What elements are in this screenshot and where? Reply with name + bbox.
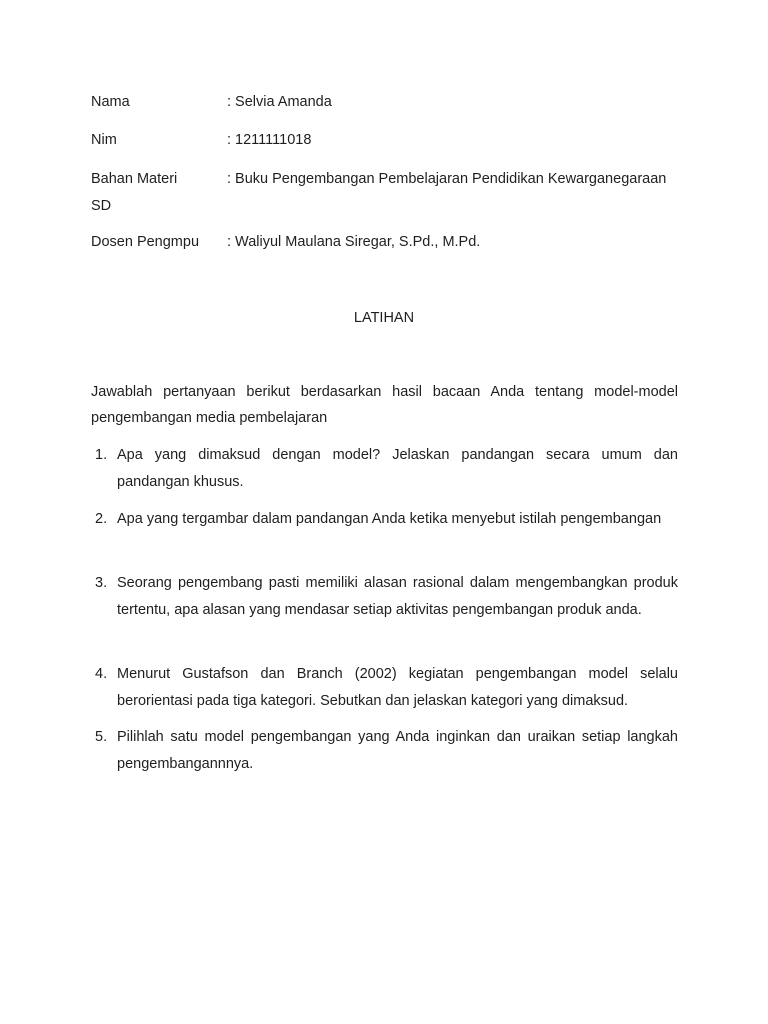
lecturer-label: Dosen Pengmpu (91, 234, 200, 250)
question-number: 2. (95, 511, 108, 527)
material-label: Bahan Materi (91, 171, 178, 187)
name-label: Nama (91, 94, 130, 110)
question-item (91, 442, 678, 496)
question-item (91, 570, 678, 624)
name-value: : Selvia Amanda (227, 94, 332, 110)
question-text: Apa yang dimaksud dengan model? Jelaskan pandangan secara umum dan pandangan khusus. (117, 447, 678, 490)
question-number: 5. (95, 729, 108, 745)
page-title: LATIHAN (353, 310, 415, 326)
question-number: 3. (95, 575, 108, 591)
question-item (91, 724, 678, 778)
lecturer-value: : Waliyul Maulana Siregar, S.Pd., M.Pd. (227, 234, 481, 250)
question-item (91, 661, 678, 715)
nim-label: Nim (91, 132, 117, 148)
material-value: : Buku Pengembangan Pembelajaran Pendidikan Kewarganegaraan (227, 171, 667, 187)
question-text: Menurut Gustafson dan Branch (2002) kegiatan pengembangan model selalu berorientasi pada tiga kategori. Sebutkan dan jelaskan kategori yang dimaksud. (117, 666, 678, 709)
question-number: 4. (95, 666, 108, 682)
question-number: 1. (95, 447, 108, 463)
question-text: Apa yang tergambar dalam pandangan Anda ketika menyebut istilah pengembangan (117, 511, 662, 527)
question-text: Pilihlah satu model pengembangan yang Anda inginkan dan uraikan setiap langkah pengembangannnya. (117, 729, 678, 772)
question-item (91, 506, 678, 533)
intro-paragraph: Jawablah pertanyaan berikut berdasarkan hasil bacaan Anda tentang model-model pengembangan media pembelajaran (91, 384, 678, 426)
nim-value: : 1211111018 (227, 132, 312, 148)
question-text: Seorang pengembang pasti memiliki alasan rasional dalam mengembangkan produk tertentu, apa alasan yang mendasar setiap aktivitas pengembangan produk anda. (117, 575, 678, 618)
info-row-material (91, 166, 691, 220)
material-label-continued: SD (91, 198, 112, 214)
